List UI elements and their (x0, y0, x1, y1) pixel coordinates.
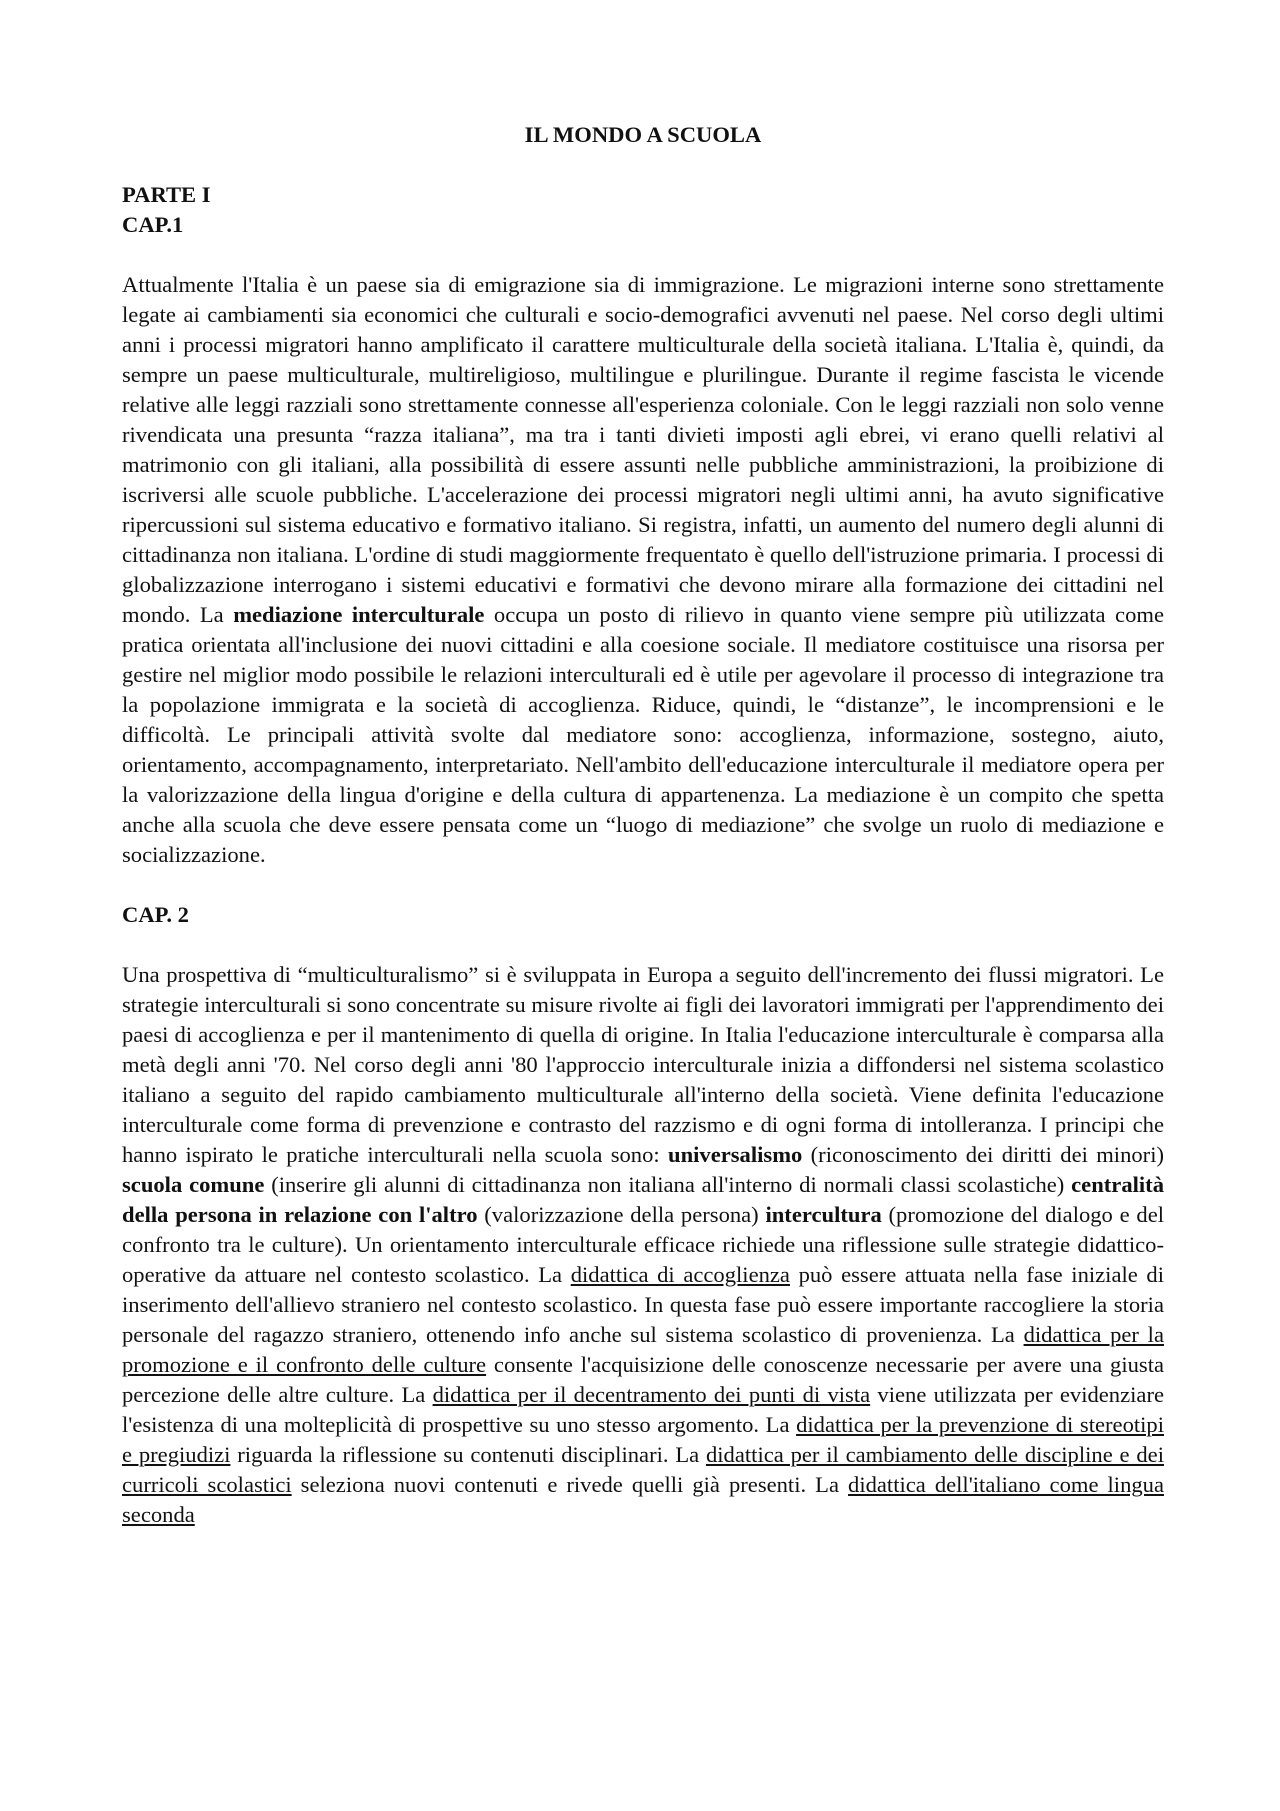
spacer (122, 930, 1164, 960)
text-run: seleziona nuovi contenuti e rivede quelli già presenti. La (291, 1472, 849, 1497)
spacer (122, 240, 1164, 270)
bold-term: mediazione interculturale (233, 602, 485, 627)
spacer (122, 870, 1164, 900)
underlined-term: didattica per la prevenzione di stereotipi e pregiudizi (122, 1412, 1164, 1467)
text-run: (riconoscimento dei diritti dei minori) (802, 1142, 1164, 1167)
part-heading: PARTE I (122, 182, 211, 207)
bold-term: scuola comune (122, 1172, 265, 1197)
underlined-term: didattica per il decentramento dei punti di vista (432, 1382, 871, 1407)
chapter-1-paragraph (122, 270, 1164, 870)
chapter-2-paragraph (122, 960, 1164, 1530)
chapter-1-heading: CAP.1 (122, 212, 184, 237)
chapter-2-heading: CAP. 2 (122, 902, 189, 927)
bold-term: intercultura (765, 1202, 882, 1227)
underlined-term: didattica di accoglienza (570, 1262, 790, 1287)
text-run: (inserire gli alunni di cittadinanza non italiana all'interno di normali classi scolastiche) (264, 1172, 1072, 1197)
text-run: può essere attuata nella fase iniziale di inserimento dell'allievo straniero nel contesto scolastico. In questa fase può essere importante raccogliere la storia personale del ragazzo straniero, ottenendo info anche sul sistema scolastico di provenienza. La (122, 1262, 1164, 1347)
underlined-term: didattica per il cambiamento delle discipline e dei curricoli scolastici (122, 1442, 1164, 1497)
text-run: Attualmente l'Italia è un paese sia di emigrazione sia di immigrazione. Le migrazioni interne sono strettamente legate ai cambiamenti sia economici che culturali e socio-demografici avvenuti nel paese. Nel corso degli ultimi anni i processi migratori hanno amplificato il carattere multiculturale della società italiana. L'Italia è, quindi, da sempre un paese multiculturale, multireligioso, multilingue e plurilingue. Durante il regime fascista le vicende relative alle leggi razziali sono strettamente connesse all'esperienza coloniale. Con le leggi razziali non solo venne rivendicata una presunta “razza italiana”, ma tra i tanti divieti imposti agli ebrei, vi erano quelli relativi al matrimonio con gli italiani, alla possibilità di essere assunti nelle pubbliche amministrazioni, la proibizione di iscriversi alle scuole pubbliche. L'accelerazione dei processi migratori negli ultimi anni, ha avuto significative ripercussioni sul sistema educativo e formativo italiano. Si registra, infatti, un aumento del numero degli alunni di cittadinanza non italiana. L'ordine di studi maggiormente frequentato è quello dell'istruzione primaria. I processi di globalizzazione interrogano i sistemi educativi e formativi che devono mirare alla formazione dei cittadini nel mondo. La (122, 272, 1164, 627)
bold-term: centralità della persona in relazione con l'altro (122, 1172, 1164, 1227)
bold-term: universalismo (668, 1142, 803, 1167)
text-run: consente l'acquisizione delle conoscenze necessarie per avere una giusta percezione delle altre culture. La (122, 1352, 1165, 1407)
text-run: (valorizzazione della persona) (477, 1202, 766, 1227)
text-run: viene utilizzata per evidenziare l'esistenza di una molteplicità di prospettive su uno stesso argomento. La (122, 1382, 1164, 1437)
document-title: IL MONDO A SCUOLA (524, 122, 762, 147)
text-run: riguarda la riflessione su contenuti disciplinari. La (230, 1442, 706, 1467)
text-run: (promozione del dialogo e del confronto tra le culture). Un orientamento interculturale efficace richiede una riflessione sulle strategie didattico-operative da attuare nel contesto scolastico. La (122, 1202, 1164, 1287)
document-page (122, 120, 1164, 1530)
underlined-term: didattica dell'italiano come lingua seconda (122, 1472, 1164, 1527)
underlined-term: didattica per la promozione e il confronto delle culture (122, 1322, 1164, 1377)
text-run: Una prospettiva di “multiculturalismo” si è sviluppata in Europa a seguito dell'incremento dei flussi migratori. Le strategie interculturali si sono concentrate su misure rivolte ai figli dei lavoratori immigrati per l'apprendimento dei paesi di accoglienza e per il mantenimento di quella di origine. In Italia l'educazione interculturale è comparsa alla metà degli anni '70. Nel corso degli anni '80 l'approccio interculturale inizia a diffondersi nel sistema scolastico italiano a seguito del rapido cambiamento multiculturale all'interno della società. Viene definita l'educazione interculturale come forma di prevenzione e contrasto del razzismo e di ogni forma di intolleranza. I principi che hanno ispirato le pratiche interculturali nella scuola sono: (122, 962, 1164, 1167)
text-run: occupa un posto di rilievo in quanto viene sempre più utilizzata come pratica orientata all'inclusione dei nuovi cittadini e alla coesione sociale. Il mediatore costituisce una risorsa per gestire nel miglior modo possibile le relazioni interculturali ed è utile per agevolare il processo di integrazione tra la popolazione immigrata e la società di accoglienza. Riduce, quindi, le “distanze”, le incomprensioni e le difficoltà. Le principali attività svolte dal mediatore sono: accoglienza, informazione, sostegno, aiuto, orientamento, accompagnamento, interpretariato. Nell'ambito dell'educazione interculturale il mediatore opera per la valorizzazione della lingua d'origine e della cultura di appartenenza. La mediazione è un compito che spetta anche alla scuola che deve essere pensata come un “luogo di mediazione” che svolge un ruolo di mediazione e socializzazione. (122, 602, 1164, 867)
